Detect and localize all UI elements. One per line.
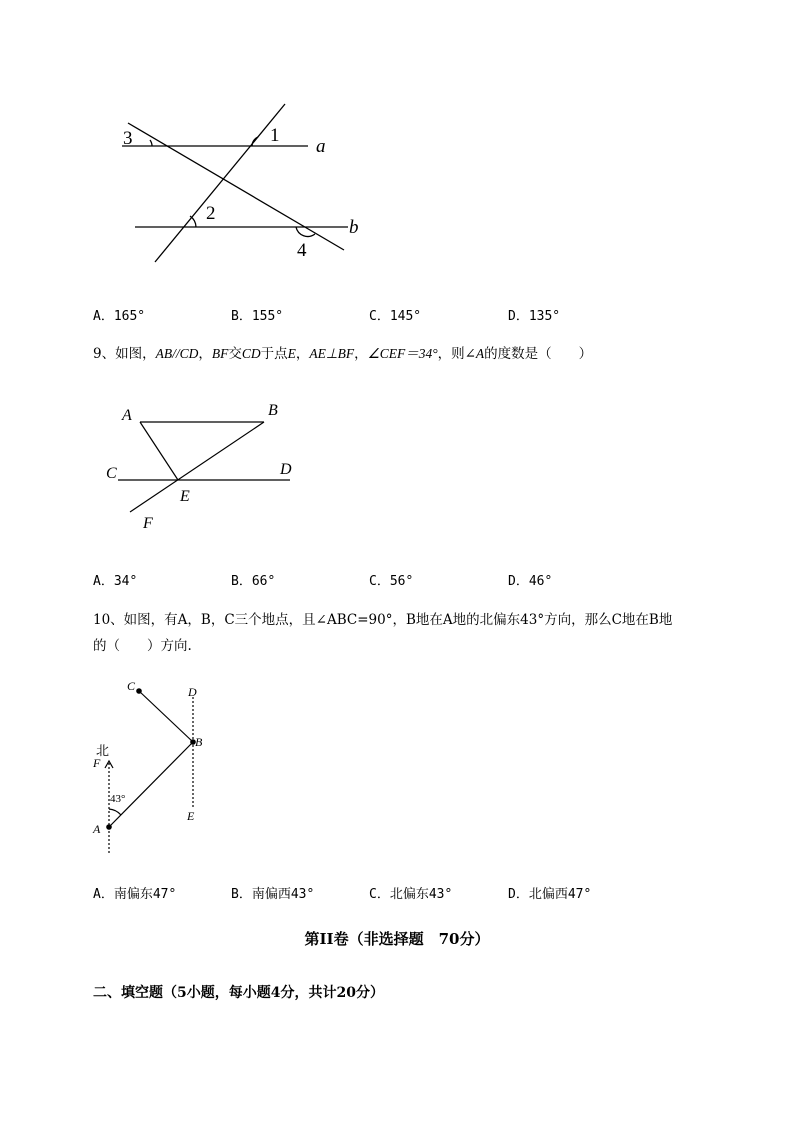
point-a-label: A [93,822,101,836]
q8-option-a[interactable]: A．165° [93,309,146,324]
q10-option-c[interactable]: C．北偏东43° [369,887,453,902]
angle-43-arc [109,809,121,815]
point-f-label: F [143,515,153,532]
label-3: 3 [123,128,133,149]
question-10-line-1: 10、如图，有A，B，C三个地点，且∠ABC=90°，B地在A地的北偏东43°方向，那么C地在B地 [93,612,673,628]
q9-option-d[interactable]: D．46° [508,574,553,589]
point-b-label: B [268,402,278,419]
q9-option-b[interactable]: B．66° [231,574,276,589]
q9-option-a[interactable]: A．34° [93,574,138,589]
label-1: 1 [270,125,280,146]
q10-option-b[interactable]: B．南偏西43° [231,887,315,902]
label-b: b [349,217,359,238]
q8-option-b[interactable]: B．155° [231,309,284,324]
q9-option-c[interactable]: C．56° [369,574,414,589]
q8-option-c[interactable]: C．145° [369,309,422,324]
q10-option-d[interactable]: D．北偏西47° [508,887,592,902]
line-bf [130,422,264,512]
q10-option-a[interactable]: A．南偏东47° [93,887,177,902]
angle-43-label: 43° [110,793,126,805]
point-c [136,688,142,694]
north-label: 北 [96,744,110,759]
transversal-1 [155,104,285,262]
part-2-title: 第II卷（非选择题 70分） [304,930,490,948]
label-a: a [316,136,326,157]
segment-ae [140,422,178,480]
label-4: 4 [297,240,307,261]
point-d-label: D [280,461,292,478]
point-a-label: A [122,407,132,424]
point-f-label: F [93,756,101,770]
point-d-label: D [188,685,197,699]
segment-ab [109,742,193,827]
point-b-label: B [195,735,203,749]
point-c-label: C [127,679,136,693]
transversal-2 [128,123,344,250]
label-2: 2 [206,203,216,224]
point-e-label: E [187,809,195,823]
figure-q9 [100,398,310,538]
angle-3-arc [150,140,152,146]
figure-q8-parallel-lines [110,95,370,270]
point-e-label: E [180,488,190,505]
question-9-text: 9、如图，AB//CD，BF交CD于点E，AE⊥BF，∠CEF＝34°，则∠A的度数是（ ） [93,346,593,362]
question-10-line-2: 的（ ）方向. [93,638,192,654]
q8-option-d[interactable]: D．135° [508,309,561,324]
segment-cb [139,691,193,742]
point-a [106,824,112,830]
section-2-heading: 二、填空题（5小题，每小题4分，共计20分） [93,985,384,1001]
point-c-label: C [106,465,117,482]
figure-q10-directions [85,675,225,860]
